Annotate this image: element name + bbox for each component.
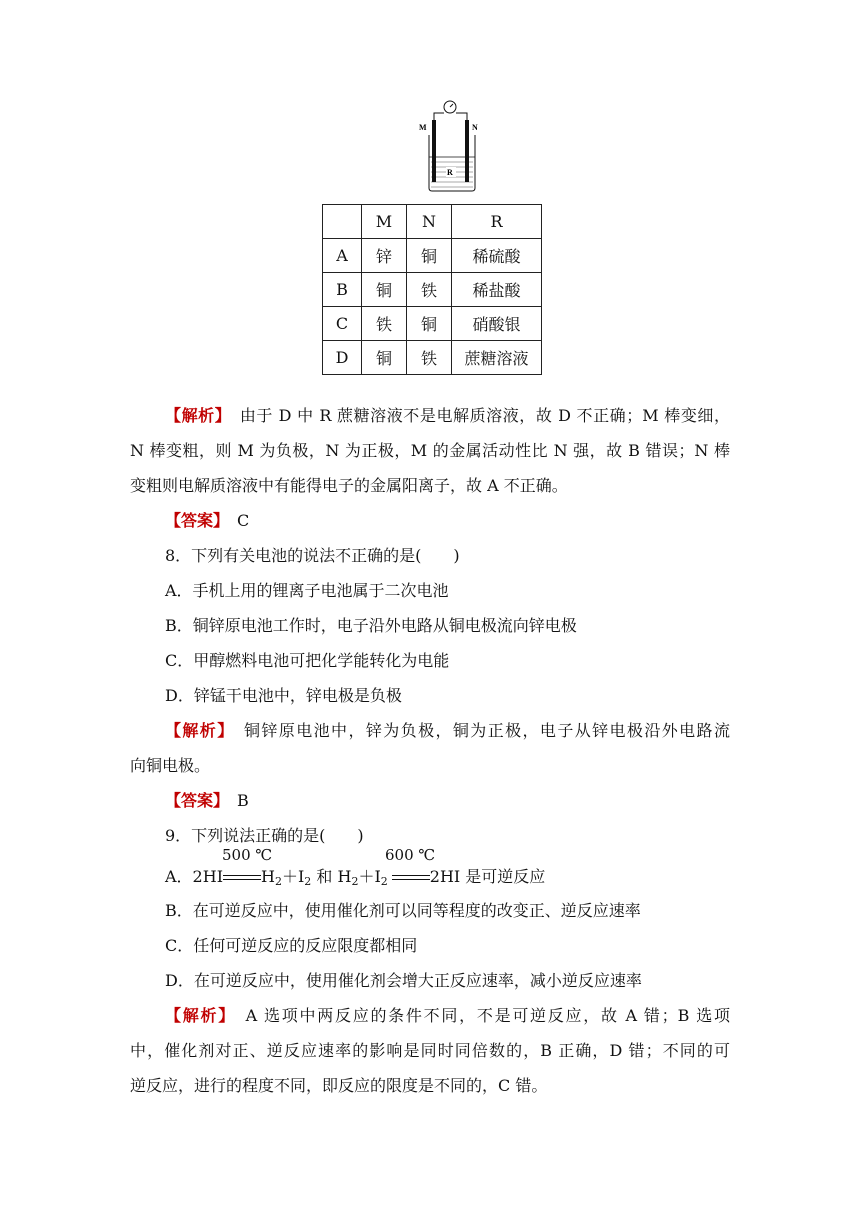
table-cell: 铜 (407, 307, 452, 341)
q8-option-c: C．甲醇燃料电池可把化学能转化为电能 (165, 651, 450, 670)
table-cell: B (323, 273, 362, 307)
table-cell: 锌 (362, 239, 407, 273)
q9-analysis-line: 【解析】 A 选项中两反应的条件不同，不是可逆反应，故 A 错；B 选项 (165, 1006, 730, 1025)
table-header-cell (323, 205, 362, 239)
q9-analysis-line: 中，催化剂对正、逆反应速率的影响是同时同倍数的，B 正确，D 错；不同的可 (130, 1041, 730, 1060)
table-row (323, 239, 542, 273)
table-cell: 硝酸银 (452, 307, 542, 341)
table-header-cell: R (452, 205, 542, 239)
table-cell: 铜 (362, 341, 407, 375)
q8-option-b: B．铜锌原电池工作时，电子沿外电路从铜电极流向锌电极 (165, 616, 577, 635)
condition-600: 600 ℃ (385, 846, 436, 864)
q9-option-a: A．2HI $H_2+I_2$ 和 $H_2+I_2$ 2HI 是可逆反应 (165, 867, 546, 888)
label-n: N (472, 123, 478, 132)
answer-tag: 【答案】 (165, 791, 222, 810)
electrode-n (465, 120, 469, 182)
q9-option-d: D．在可逆反应中，使用催化剂会增大正反应速率，减小逆反应速率 (165, 971, 642, 990)
electrode-table (322, 204, 542, 375)
table-header-row (323, 205, 542, 239)
label-r: R (447, 168, 453, 177)
table-cell: 铜 (407, 239, 452, 273)
table-cell: C (323, 307, 362, 341)
q9-analysis-line: 逆反应，进行的程度不同，即反应的限度是不同的，C 错。 (130, 1076, 548, 1095)
q7-analysis-line: 变粗则电解质溶液中有能得电子的金属阳离子，故 A 不正确。 (130, 476, 568, 495)
table-cell: D (323, 341, 362, 375)
analysis-tag: 【解析】 (165, 406, 224, 425)
q7-answer: 【答案】 C (165, 511, 250, 530)
q7-analysis-line: 【解析】 由于 D 中 R 蔗糖溶液不是电解质溶液，故 D 不正确；M 棒变细， (165, 406, 730, 425)
condition-500: 500 ℃ (222, 846, 273, 864)
table-cell: 铁 (407, 341, 452, 375)
analysis-tag: 【解析】 (165, 721, 227, 740)
table-header-cell: N (407, 205, 452, 239)
table-cell: 蔗糖溶液 (452, 341, 542, 375)
q8-stem: 8．下列有关电池的说法不正确的是( ) (165, 546, 460, 565)
table-row (323, 273, 542, 307)
table-cell: 铜 (362, 273, 407, 307)
answer-tag: 【答案】 (165, 511, 222, 530)
q8-answer: 【答案】 B (165, 791, 249, 810)
table-header-cell: M (362, 205, 407, 239)
q9-option-c: C．任何可逆反应的反应限度都相同 (165, 936, 418, 955)
table-cell: 稀盐酸 (452, 273, 542, 307)
q8-option-d: D．锌锰干电池中，锌电极是负极 (165, 686, 402, 705)
table-cell: 铁 (407, 273, 452, 307)
q8-analysis-line: 向铜电极。 (130, 756, 211, 775)
q7-analysis-line: N 棒变粗，则 M 为负极，N 为正极，M 的金属活动性比 N 强，故 B 错误；N 棒 (130, 441, 730, 460)
table-row (323, 341, 542, 375)
table-cell: 铁 (362, 307, 407, 341)
label-m: M (419, 123, 427, 132)
galvanic-cell-diagram (412, 100, 492, 195)
table-row (323, 307, 542, 341)
table-cell: 稀硫酸 (452, 239, 542, 273)
analysis-tag: 【解析】 (165, 1006, 228, 1025)
equilibrium-sign (392, 874, 430, 882)
q9-option-b: B．在可逆反应中，使用催化剂可以同等程度的改变正、逆反应速率 (165, 901, 641, 920)
q9-stem: 9．下列说法正确的是( ) (165, 826, 364, 845)
equilibrium-sign (223, 874, 261, 882)
table-cell: A (323, 239, 362, 273)
electrode-m (432, 120, 436, 182)
q8-analysis-line: 【解析】 铜锌原电池中，锌为负极，铜为正极，电子从锌电极沿外电路流 (165, 721, 730, 740)
q8-option-a: A．手机上用的锂离子电池属于二次电池 (165, 581, 449, 600)
